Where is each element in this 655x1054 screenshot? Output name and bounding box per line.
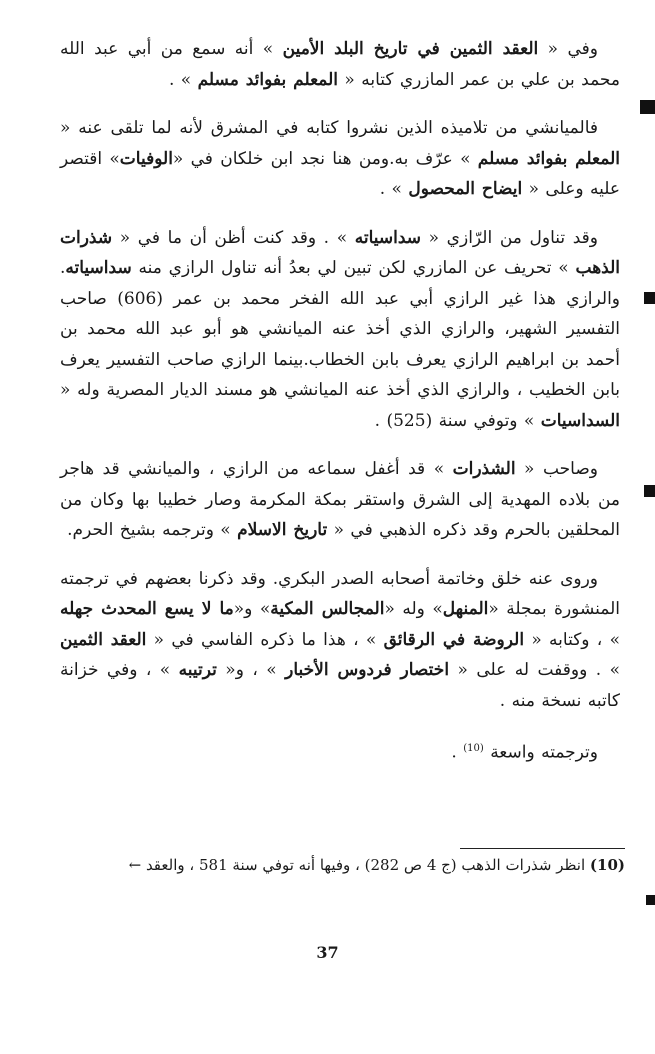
book-title: ما لا يسع المحدث جهله <box>60 599 234 619</box>
text-run: وفي « <box>538 39 598 59</box>
continuation-arrow-icon: ← <box>128 856 142 874</box>
text-run: » وتوفي سنة (525) . <box>374 410 541 431</box>
book-title: ايضاح المحصول <box>408 179 523 199</box>
paragraph-4 <box>60 454 620 546</box>
text-run: » وترجمه بشيخ الحرم. <box>67 520 238 540</box>
text-run: » ، و« <box>216 660 286 680</box>
text-run: » أنه سمع من أبي عبد الله محمد بن علي بن عمر المازري كتابه « <box>60 39 620 90</box>
book-title: المجالس المكية <box>270 599 385 619</box>
paragraph-3 <box>60 223 620 437</box>
book-title: شذرات الذهب <box>60 227 620 278</box>
scan-mark <box>644 485 655 497</box>
book-title: تاريخ الاسلام <box>237 520 328 540</box>
text-run: » ، وفي خزانة كاتبه نسخة منه . <box>60 660 620 711</box>
book-title: الوفيات <box>119 148 173 169</box>
text-run: وترجمته واسعة <box>490 742 598 763</box>
text-run: » قد أغفل سماعه من الرازي ، والميانشي قد هاجر من بلاده المهدية إلى الشرق واستقر بمكة المكرمة وصار خطيبا بها وكان من المحلقين بالحرم وقد ذكره الذهبي في « <box>60 459 620 540</box>
scan-mark <box>646 895 655 905</box>
text-run: فالميانشي من تلاميذه الذين نشروا كتابه في المشرق لأنه لما تلقى عنه « <box>60 118 598 138</box>
paragraph-1 <box>60 34 620 95</box>
text-run: » عرّف به.ومن هنا نجد ابن خلكان في « <box>172 148 478 169</box>
book-title: المعلم بفوائد مسلم <box>477 148 620 169</box>
text-run: وقد تناول من الرّازي « <box>421 227 598 248</box>
text-run: . <box>451 742 464 763</box>
book-title: العقد الثمين <box>60 629 147 650</box>
book-title: الروضة في الرقائق <box>383 629 525 650</box>
text-run: » وله « <box>384 599 443 619</box>
text-run: » . <box>379 179 409 199</box>
text-run: » . وقد كنت أظن أن ما في « <box>112 227 355 248</box>
text-run: » تحريف عن المازري لكن تبين لي بعدُ أنه تناول الرازي منه <box>131 258 576 278</box>
footnote-text: انظر شذرات الذهب (ج 4 ص 282) ، وفيها أنه توفي سنة 581 ، والعقد <box>145 856 586 874</box>
book-title: اختصار فردوس الأخبار <box>285 660 450 680</box>
book-title: سداسياته <box>354 227 422 248</box>
text-run: » اقتصر عليه وعلى « <box>60 148 620 199</box>
book-title: سداسياته <box>65 258 132 278</box>
paragraph-5 <box>60 564 620 717</box>
text-run: وروى عنه خلق وخاتمة أصحابه الصدر البكري. وقد ذكرنا بعضهم في ترجمته المنشورة بمجلة « <box>60 568 620 619</box>
footnote-divider <box>460 848 625 849</box>
footnote-reference: (10) <box>463 743 484 754</box>
footnote-number: (10) <box>589 856 625 874</box>
page-body <box>60 34 620 786</box>
book-title: الشذرات <box>452 459 516 479</box>
paragraph-2 <box>60 113 620 205</box>
text-run: وصاحب « <box>515 459 598 479</box>
scan-mark <box>640 100 655 114</box>
text-run: . والرازي هذا غير الرازي أبي عبد الله الفخر محمد بن عمر (606) صاحب التفسير الشهير، والرازي الذي أخذ عنه الميانشي هو أبو عبد الله محمد بن أحمد بن ابراهيم الرازي يعرف بابن الخطاب.بينما الرازي صاحب التفسير يعرف بابن الخطيب ، والرازي الذي أخذ عنه الميانشي هو مسند الديار المصرية وله « <box>60 258 621 400</box>
book-title: العقد الثمين في تاريخ البلد الأمين <box>282 39 539 59</box>
book-title: السداسيات <box>540 410 620 431</box>
closing-line <box>60 734 620 768</box>
book-title: المعلم بفوائد مسلم <box>197 69 339 90</box>
scan-mark <box>644 292 655 304</box>
book-title: المنهل <box>442 599 489 619</box>
text-run: » و« <box>233 599 271 619</box>
page-number: 37 <box>316 943 339 962</box>
text-run: » ، هذا ما ذكره الفاسي في « <box>146 629 384 650</box>
footnote <box>60 852 625 878</box>
text-run: » ، وكتابه « <box>524 629 620 650</box>
text-run: » . <box>168 69 198 90</box>
text-run: » . ووقفت له على « <box>449 660 620 680</box>
book-title: ترتيبه <box>178 660 217 680</box>
